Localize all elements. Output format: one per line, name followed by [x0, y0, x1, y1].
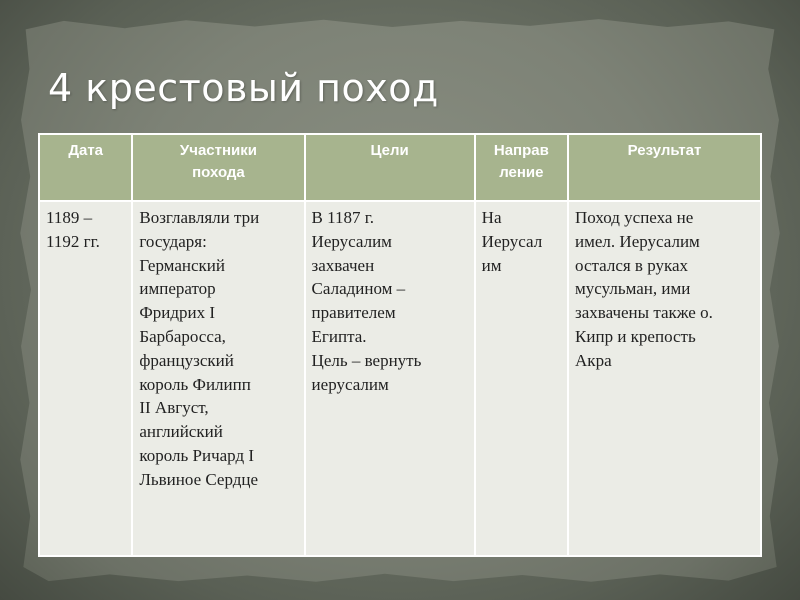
header-date: Дата: [39, 134, 132, 201]
header-result: Результат: [568, 134, 761, 201]
header-goals: Цели: [305, 134, 475, 201]
slide-title: 4 крестовый поход: [48, 66, 439, 110]
table-row: [39, 201, 761, 556]
table-header-row: [39, 134, 761, 201]
crusade-table: [38, 133, 762, 557]
cell-date: 1189 – 1192 гг.: [39, 201, 132, 556]
cell-direction: На Иерусал им: [475, 201, 568, 556]
cell-result: Поход успеха не имел. Иерусалим остался в руках мусульман, ими захвачены также о. Кипр и крепость Акра: [568, 201, 761, 556]
header-participants: Участники похода: [132, 134, 304, 201]
cell-participants: Возглавляли три государя: Германский император Фридрих I Барбаросса, французский король Филипп II Август, английский король Ричард I Львиное Сердце: [132, 201, 304, 556]
header-direction: Направ ление: [475, 134, 568, 201]
cell-goals: В 1187 г. Иерусалим захвачен Саладином – правителем Египта. Цель – вернуть иерусалим: [305, 201, 475, 556]
